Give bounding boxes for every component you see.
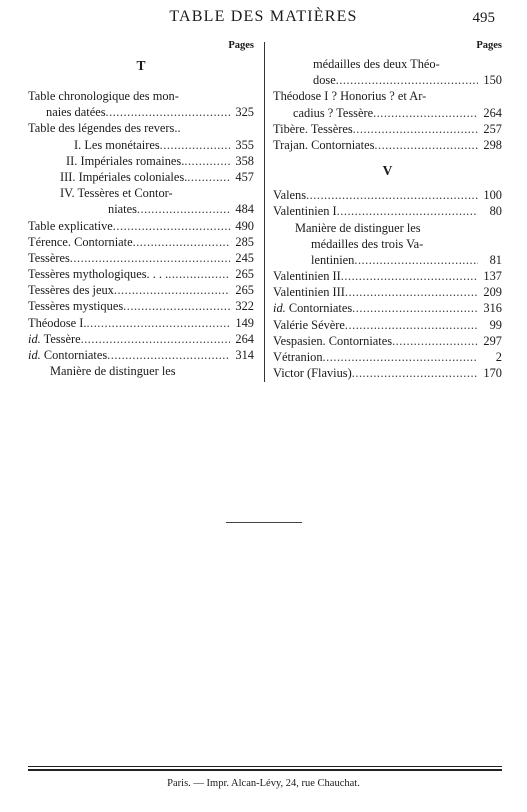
index-entry: IV. Tessères et Contor- xyxy=(60,186,173,201)
footer-rule-thin xyxy=(28,766,502,767)
index-entry: Victor (Flavius) ..... 170 xyxy=(273,365,502,381)
page-number: 495 xyxy=(472,10,495,26)
index-entry: III. Impériales coloniales. ..... 457 xyxy=(28,169,254,185)
left-column xyxy=(28,40,254,379)
index-entry: niates ..... 484 xyxy=(28,201,254,217)
index-entry: Tessères mythologiques. . . . ..... 265 xyxy=(28,266,254,282)
index-entry: id. Contorniates ..... 316 xyxy=(273,300,502,316)
index-entry: Manière de distinguer les xyxy=(50,364,176,379)
index-entry: Tessères ..... 245 xyxy=(28,250,254,266)
ornamental-rule xyxy=(226,522,302,523)
footer-rule-thick xyxy=(28,769,502,771)
right-column xyxy=(273,40,502,381)
index-entry: Table chronologique des mon- xyxy=(28,89,179,103)
index-entry: Table des légendes des revers.. xyxy=(28,121,181,136)
index-entry: Théodose I. ..... 149 xyxy=(28,315,254,331)
section-letter-v: V xyxy=(382,163,393,179)
index-entry: Trajan. Contorniates ..... 298 xyxy=(273,137,502,153)
page-title: TABLE DES MATIÈRES xyxy=(169,8,358,25)
index-entry: II. Impériales romaines. ..... 358 xyxy=(28,153,254,169)
index-entry: dose ..... 150 xyxy=(273,72,502,88)
pages-label: Pages xyxy=(228,40,254,51)
section-letter-t: T xyxy=(136,58,146,73)
index-entry: cadius ? Tessère ..... 264 xyxy=(273,105,502,121)
index-entry: Vespasien. Contorniates ..... 297 xyxy=(273,333,502,349)
index-entry: id. Tessère ..... 264 xyxy=(28,331,254,347)
index-entry: médailles des deux Théo- xyxy=(313,57,440,71)
index-entry: Térence. Contorniate ..... 285 xyxy=(28,234,254,250)
printer-imprint: Paris. — Impr. Alcan-Lévy, 24, rue Chauchat. xyxy=(167,778,360,789)
index-entry: Valentinien II ..... 137 xyxy=(273,268,502,284)
index-entry: lentinien ..... 81 xyxy=(273,252,502,268)
pages-label: Pages xyxy=(476,40,502,51)
index-entry: naies datées ..... 325 xyxy=(28,104,254,120)
index-entry: Vétranion ..... 2 xyxy=(273,349,502,365)
index-entry: Valentinien III ..... 209 xyxy=(273,284,502,300)
index-entry: médailles des trois Va- xyxy=(311,236,424,251)
index-entry: Valérie Sévère ..... 99 xyxy=(273,317,502,333)
index-entry: id. Contorniates ..... 314 xyxy=(28,347,254,363)
index-entry: Manière de distinguer les xyxy=(295,220,421,235)
index-entry: Table explicative ..... 490 xyxy=(28,218,254,234)
index-entry: Théodose I ? Honorius ? et Ar- xyxy=(273,89,427,104)
index-entry: Valentinien I ..... 80 xyxy=(273,203,502,219)
index-entry: Valens ..... 100 xyxy=(273,187,502,203)
index-entry: Tessères des jeux ..... 265 xyxy=(28,282,254,298)
column-divider xyxy=(264,42,265,382)
index-entry: Tibère. Tessères ..... 257 xyxy=(273,121,502,137)
index-entry: I. Les monétaires ..... 355 xyxy=(28,137,254,153)
index-entry: Tessères mystiques ..... 322 xyxy=(28,298,254,314)
